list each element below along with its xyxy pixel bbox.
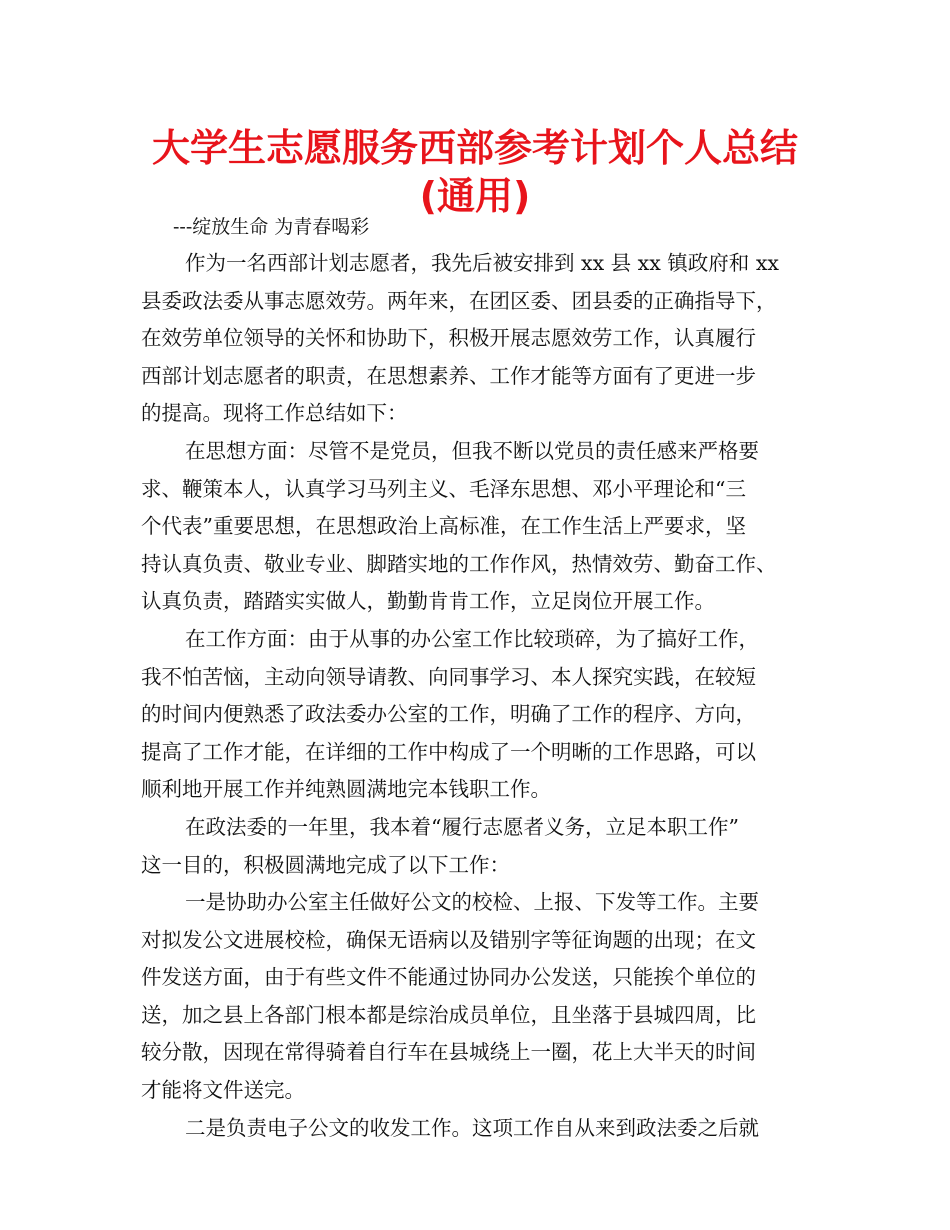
document-subtitle: ---绽放生命 为青春喝彩 [173,216,370,238]
text-line: 提高了工作才能，在详细的工作中构成了一个明晰的工作思路，可以 [141,739,756,764]
paragraph [141,809,821,884]
document-title: 大学生志愿服务西部参考计划个人总结 [151,126,798,170]
text-line: 顺利地开展工作并纯熟圆满地完本钱职工作。 [141,777,551,802]
paragraph [141,245,821,433]
text-line: 持认真负责、敬业专业、脚踏实地的工作作风，热情效劳、勤奋工作、 [141,551,777,576]
text-line: 的时间内便熟悉了政法委办公室的工作，明确了工作的程序、方向， [141,702,756,727]
text-line: 对拟发公文进展校检，确保无语病以及错别字等征询题的出现；在文 [141,927,756,952]
text-line: 在政法委的一年里，我本着“履行志愿者义务，立足本职工作” [185,814,739,839]
text-line: 求、鞭策本人，认真学习马列主义、毛泽东思想、邓小平理论和“三 [141,476,746,501]
text-line: 在思想方面：尽管不是党员，但我不断以党员的责任感来严格要 [185,438,759,463]
paragraph [141,884,821,1110]
text-line: 才能将文件送完。 [141,1078,305,1103]
text-line: 我不怕苦恼，主动向领导请教、向同事学习、本人探究实践，在较短 [141,664,756,689]
text-line: 在工作方面：由于从事的办公室工作比较琐碎，为了搞好工作， [185,626,759,651]
text-line: 送，加之县上各部门根本都是综治成员单位，且坐落于县城四周，比 [141,1002,756,1027]
text-line: 县委政法委从事志愿效劳。两年来，在团区委、团县委的正确指导下， [141,288,777,313]
document-body [141,245,821,1147]
paragraph [141,433,821,621]
text-line: 这一目的，积极圆满地完成了以下工作： [141,852,510,877]
text-line: 在效劳单位领导的关怀和协助下，积极开展志愿效劳工作，认真履行 [141,326,756,351]
paragraph [141,621,821,809]
text-line: 作为一名西部计划志愿者，我先后被安排到 xx 县 xx 镇政府和 xx [185,251,779,275]
text-line: 个代表”重要思想，在思想政治上高标准，在工作生活上严要求，坚 [141,514,746,539]
text-line: 的提高。现将工作总结如下： [141,401,408,426]
text-line: 西部计划志愿者的职责，在思想素养、工作才能等方面有了更进一步 [141,363,756,388]
text-line: 较分散，因现在常得骑着自行车在县城绕上一圈，花上大半天的时间 [141,1040,756,1065]
text-line: 认真负责，踏踏实实做人，勤勤肯肯工作，立足岗位开展工作。 [141,589,715,614]
text-line: 件发送方面，由于有些文件不能通过协同办公发送，只能挨个单位的 [141,965,756,990]
paragraph [141,1110,821,1148]
text-line: 二是负责电子公文的收发工作。这项工作自从来到政法委之后就 [185,1115,759,1140]
text-line: 一是协助办公室主任做好公文的校检、上报、下发等工作。主要 [185,890,759,915]
document-title-suffix: (通用) [419,174,531,218]
